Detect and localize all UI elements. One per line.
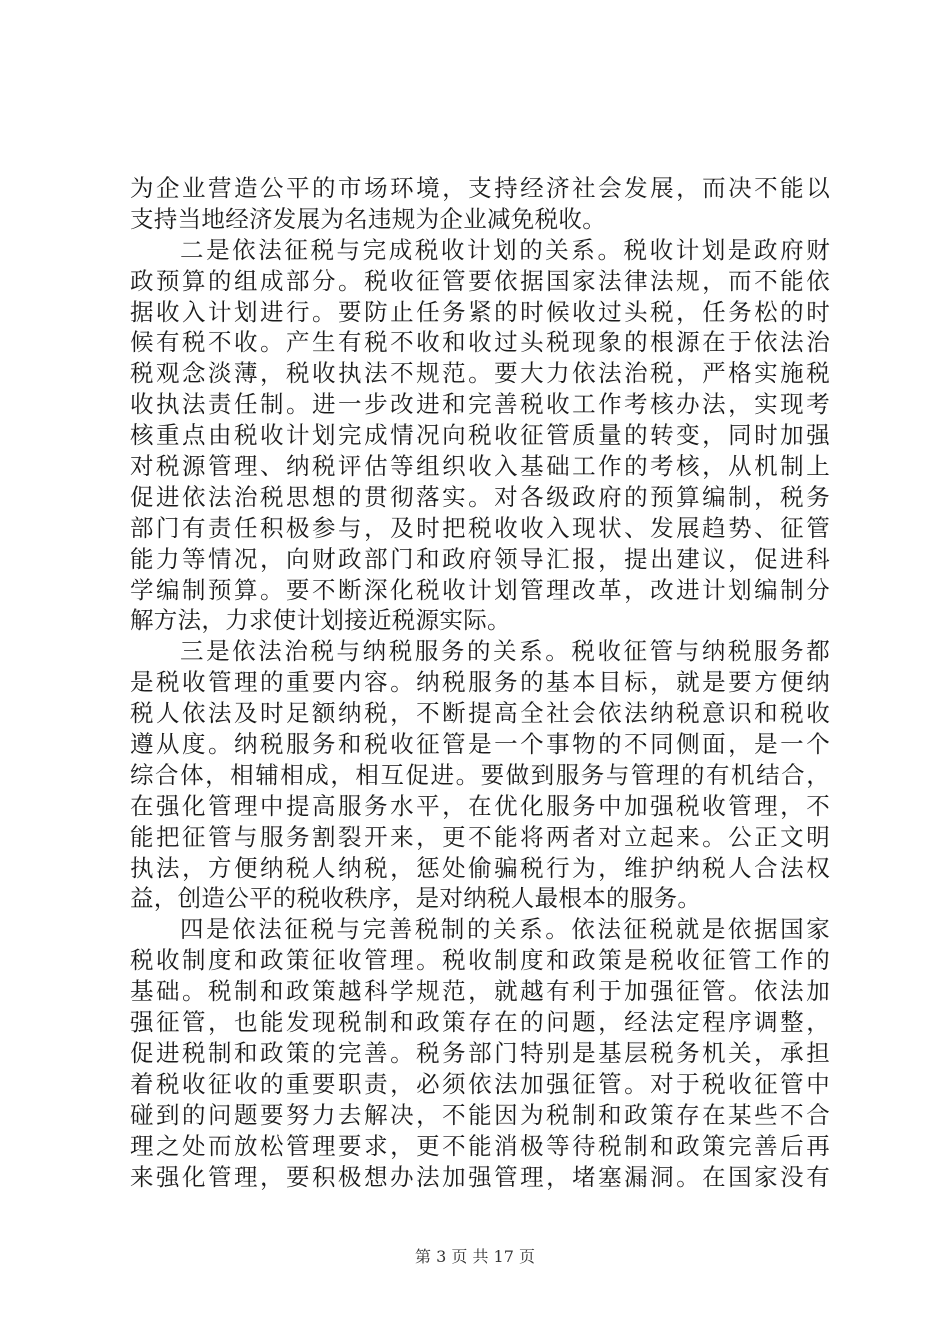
text-line: 税观念淡薄，税收执法不规范。要大力依法治税，严格实施税 [130,359,830,388]
text-line: 对税源管理、纳税评估等组织收入基础工作的考核，从机制上 [130,452,830,481]
text-line: 促进税制和政策的完善。税务部门特别是基层税务机关，承担 [130,1038,830,1067]
text-line: 税收制度和政策征收管理。税收制度和政策是税收征管工作的 [130,946,830,975]
text-line: 三是依法治税与纳税服务的关系。税收征管与纳税服务都 [180,637,830,666]
text-line: 能把征管与服务割裂开来，更不能将两者对立起来。公正文明 [130,822,830,851]
text-line: 二是依法征税与完成税收计划的关系。税收计划是政府财 [180,235,830,264]
text-line: 据收入计划进行。要防止任务紧的时候收过头税，任务松的时 [130,297,830,326]
text-line: 执法，方便纳税人纳税，惩处偷骗税行为，维护纳税人合法权 [130,853,830,882]
text-line: 遵从度。纳税服务和税收征管是一个事物的不同侧面，是一个 [130,730,830,759]
text-line: 政预算的组成部分。税收征管要依据国家法律法规，而不能依 [130,266,830,295]
text-line: 在强化管理中提高服务水平，在优化服务中加强税收管理，不 [130,791,830,820]
text-line: 收执法责任制。进一步改进和完善税收工作考核办法，实现考 [130,390,830,419]
body-text [130,173,830,1192]
text-line: 综合体，相辅相成，相互促进。要做到服务与管理的有机结合， [130,760,830,789]
text-line: 部门有责任积极参与，及时把税收收入现状、发展趋势、征管 [130,513,830,542]
page-footer: 第 3 页 共 17 页 [415,1247,535,1266]
text-line: 核重点由税收计划完成情况向税收征管质量的转变，同时加强 [130,421,830,450]
text-line: 解方法，力求使计划接近税源实际。 [130,606,511,635]
text-line: 促进依法治税思想的贯彻落实。对各级政府的预算编制，税务 [130,482,830,511]
text-line: 是税收管理的重要内容。纳税服务的基本目标，就是要方便纳 [130,668,830,697]
text-line: 四是依法征税与完善税制的关系。依法征税就是依据国家 [180,915,830,944]
text-line: 强征管，也能发现税制和政策存在的问题，经法定程序调整， [130,1008,830,1037]
text-line: 候有税不收。产生有税不收和收过头税现象的根源在于依法治 [130,328,830,357]
text-line: 为企业营造公平的市场环境，支持经济社会发展，而决不能以 [130,174,830,202]
text-line: 着税收征收的重要职责，必须依法加强征管。对于税收征管中 [130,1069,830,1098]
text-line: 来强化管理，要积极想办法加强管理，堵塞漏洞。在国家没有 [130,1162,830,1191]
text-line: 基础。税制和政策越科学规范，就越有利于加强征管。依法加 [130,977,830,1006]
text-line: 学编制预算。要不断深化税收计划管理改革，改进计划编制分 [130,575,830,604]
text-line: 益，创造公平的税收秩序，是对纳税人最根本的服务。 [130,884,702,913]
text-line: 碰到的问题要努力去解决，不能因为税制和政策存在某些不合 [130,1100,830,1129]
text-line: 税人依法及时足额纳税，不断提高全社会依法纳税意识和税收 [130,699,830,728]
text-line: 理之处而放松管理要求，更不能消极等待税制和政策完善后再 [130,1131,830,1160]
text-line: 支持当地经济发展为名违规为企业减免税收。 [130,204,606,233]
text-line: 能力等情况，向财政部门和政府领导汇报，提出建议，促进科 [130,544,830,573]
